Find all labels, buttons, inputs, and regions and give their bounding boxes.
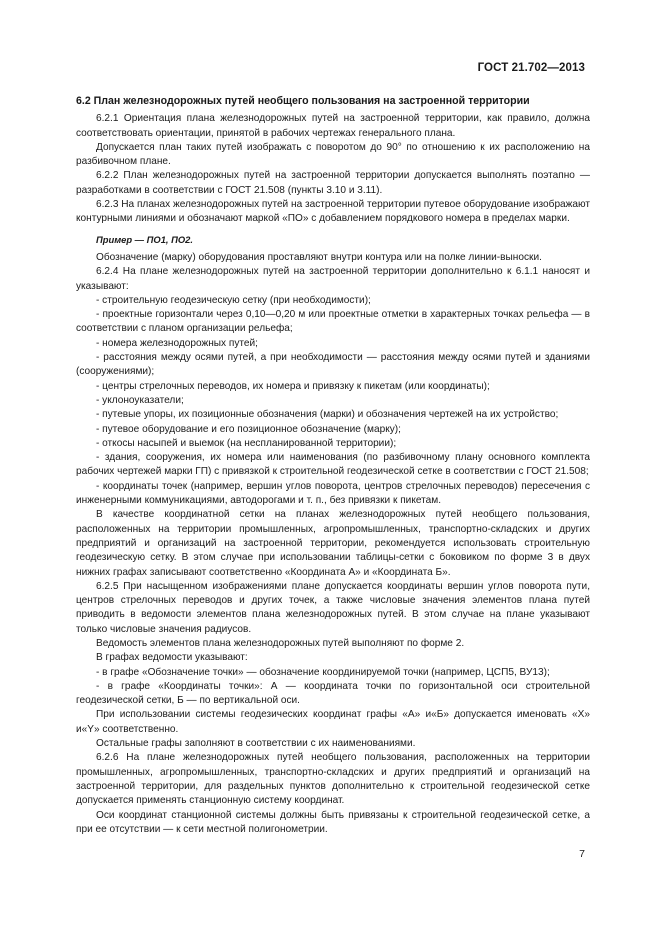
paragraph: Оси координат станционной системы должны быть привязаны к строительной геодезической сетке, а при ее отсутствии — к сети местной полигонометрии. (76, 809, 590, 835)
list-item: - в графе «Обозначение точки» — обозначение координируемой точки (например, ЦСП5, ВУ13); (96, 666, 550, 678)
paragraph: 6.2.6 На плане железнодорожных путей необщего пользования, расположенных на территории промышленных, агропромышленных, транспортно-складских и других предприятий и организаций на застроенной территории, для раздельных пунктов дополнительно к строительной геодезической сетке допускается применять станционную систему координат. (76, 752, 590, 807)
paragraph: При использовании системы геодезических координат графы «А» и«Б» допускается именовать «Х» и«Y» соответственно. (76, 709, 590, 735)
section-heading: 6.2 План железнодорожных путей необщего пользования на застроенной территории (76, 95, 530, 107)
paragraph: 6.2.5 При насыщенном изображениями плане допускается координаты вершин углов поворота пути, центров стрелочных переводов и других точек, а также числовые значения элементов плана путей приводить в ведомости элементов плана железнодорожных путей. В этом случае на плане указывают только числовые значения радиусов. (76, 580, 590, 635)
paragraph: 6.2.1 Ориентация плана железнодорожных путей на застроенной территории, как правило, должна соответствовать ориентации, принятой в рабочих чертежах генерального плана. (76, 113, 590, 139)
list-item: - путевые упоры, их позиционные обозначения (марки) и обозначения чертежей на их устройство; (96, 409, 559, 421)
list-item: - путевое оборудование и его позиционное обозначение (марку); (96, 423, 401, 435)
list-item: - в графе «Координаты точки»: А — координата точки по горизонтальной оси строительной геодезической сетки, Б — по вертикальной оси. (76, 680, 590, 707)
paragraph: В качестве координатной сетки на планах железнодорожных путей необщего пользования, расположенных на территории промышленных, агропромышленных, транспортно-складских и других предприятий и организаций на застроенной территории, рекомендуется использовать строительную геодезическую сетку. В этом случае при использовании таблицы-сетки с боковиком по форме 3 в двух нижних графах записывают соответственно «Координата А» и «Координата Б». (76, 509, 590, 578)
list-item: - строительную геодезическую сетку (при необходимости); (96, 294, 371, 306)
list-item: - здания, сооружения, их номера или наименования (по разбивочному плану основного комплекта рабочих чертежей марки ГП) с привязкой к строительной геодезической сетке в соответствии с ГОСТ 21.508; (76, 452, 590, 478)
paragraph: 6.2.4 На плане железнодорожных путей на застроенной территории дополнительно к 6.1.1 наносят и указывают: (76, 266, 590, 292)
document-code-header: ГОСТ 21.702—2013 (477, 62, 585, 74)
paragraph: Ведомость элементов плана железнодорожных путей выполняют по форме 2. (96, 637, 465, 649)
list-item: - расстояния между осями путей, а при необходимости — расстояния между осями путей и зданиями (сооружениями); (76, 352, 590, 378)
example-note: Пример — ПО1, ПО2. (96, 233, 193, 245)
list-item: - проектные горизонтали через 0,10—0,20 м или проектные отметки в характерных точках рельефа — в соответствии с планом организации рельефа; (76, 309, 590, 335)
document-body (76, 94, 590, 837)
paragraph: 6.2.3 На планах железнодорожных путей на застроенной территории путевое оборудование изображают контурными линиями и обозначают маркой «ПО» с добавлением порядкового номера в пределах марки. (76, 199, 591, 225)
paragraph: 6.2.2 План железнодорожных путей на застроенной территории допускается выполнять поэтапно — разработками в соответствии с ГОСТ 21.508 (пункты 3.10 и 3.11). (76, 170, 590, 196)
list-item: - уклоноуказатели; (96, 394, 184, 406)
paragraph: Остальные графы заполняют в соответствии с их наименованиями. (96, 738, 416, 750)
paragraph: В графах ведомости указывают: (96, 652, 248, 664)
list-item: - номера железнодорожных путей; (96, 337, 258, 349)
paragraph: Допускается план таких путей изображать с поворотом до 90° по отношению к их расположению на разбивочном плане. (76, 141, 590, 168)
page-number: 7 (579, 848, 585, 860)
list-item: - откосы насыпей и выемок (на неспланированной территории); (96, 437, 397, 449)
paragraph: Обозначение (марку) оборудования проставляют внутри контура или на полке линии-выноски. (96, 251, 542, 263)
list-item: - координаты точек (например, вершин углов поворота, центров стрелочных переводов) пересечения с инженерными коммуникациями, автодорогами и т. п., без привязки к пикетам. (76, 480, 590, 507)
list-item: - центры стрелочных переводов, их номера и привязку к пикетам (или координаты); (96, 380, 490, 392)
